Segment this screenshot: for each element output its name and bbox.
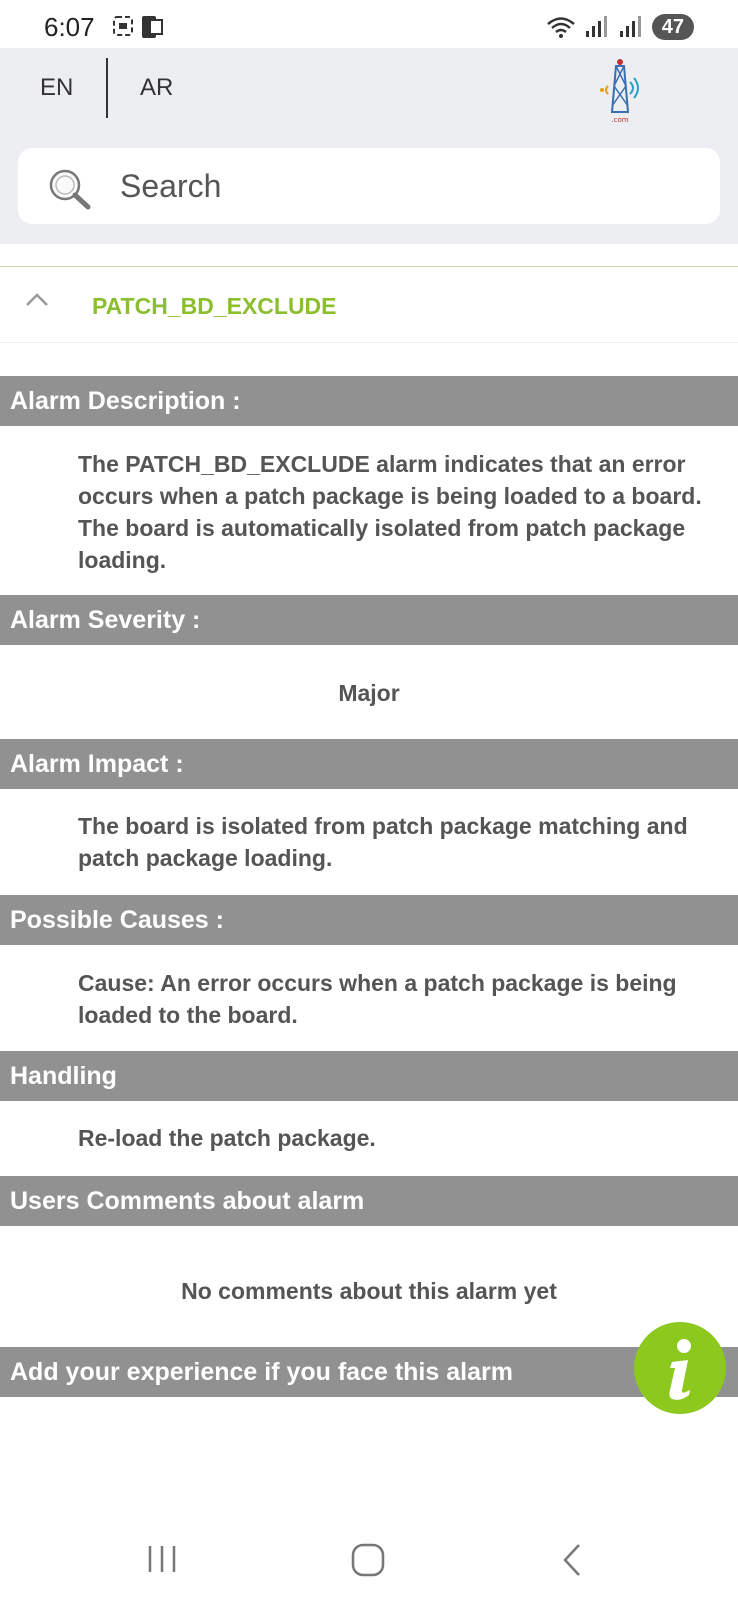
status-time: 6:07: [44, 12, 95, 42]
signal-icon: [584, 15, 610, 39]
add-experience-button[interactable]: Add your experience if you face this alarm: [0, 1347, 738, 1397]
section-header-impact: Alarm Impact :: [0, 739, 738, 789]
info-icon: [634, 1322, 726, 1414]
language-en-button[interactable]: EN: [40, 74, 74, 101]
signal-icon: [618, 15, 644, 39]
section-header-comments: Users Comments about alarm: [0, 1176, 738, 1226]
system-nav-bar: [0, 1520, 738, 1600]
alarm-title: PATCH_BD_EXCLUDE: [92, 293, 337, 319]
language-divider: [106, 58, 108, 118]
search-icon: [46, 168, 96, 212]
app-header: [0, 48, 738, 244]
home-icon[interactable]: [350, 1542, 386, 1578]
status-bar: [0, 0, 738, 48]
alarm-description-text: The PATCH_BD_EXCLUDE alarm indicates that an error occurs when a patch package is being loaded to a board. The board is automatically isolated from patch package loading.: [78, 451, 702, 573]
status-right-icons: [546, 14, 694, 40]
section-header-causes: Possible Causes :: [0, 895, 738, 945]
search-input[interactable]: Search: [120, 168, 222, 204]
back-icon[interactable]: [560, 1542, 584, 1578]
wifi-icon: [546, 15, 576, 39]
status-left-icons: [112, 14, 168, 45]
section-header-severity: Alarm Severity :: [0, 595, 738, 645]
screenshot-icon: [112, 14, 168, 40]
battery-indicator: 47: [652, 14, 694, 40]
alarm-causes-text: Cause: An error occurs when a patch package is being loaded to the board.: [78, 970, 677, 1028]
app-logo-icon: [592, 56, 648, 124]
alarm-severity-value: Major: [338, 680, 400, 706]
svg-text:.com: .com: [611, 116, 629, 124]
alarm-handling-text: Re-load the patch package.: [78, 1125, 376, 1151]
alarm-accordion-header[interactable]: [0, 267, 738, 343]
language-ar-button[interactable]: AR: [140, 74, 174, 101]
search-bar[interactable]: [18, 148, 720, 224]
info-fab-button[interactable]: [634, 1322, 726, 1414]
comments-empty-text: No comments about this alarm yet: [181, 1278, 557, 1304]
alarm-impact-text: The board is isolated from patch package matching and patch package loading.: [78, 813, 688, 871]
chevron-up-icon[interactable]: [24, 289, 50, 311]
section-header-handling: Handling: [0, 1051, 738, 1101]
section-header-description: Alarm Description :: [0, 376, 738, 426]
recent-apps-icon[interactable]: [146, 1542, 178, 1576]
